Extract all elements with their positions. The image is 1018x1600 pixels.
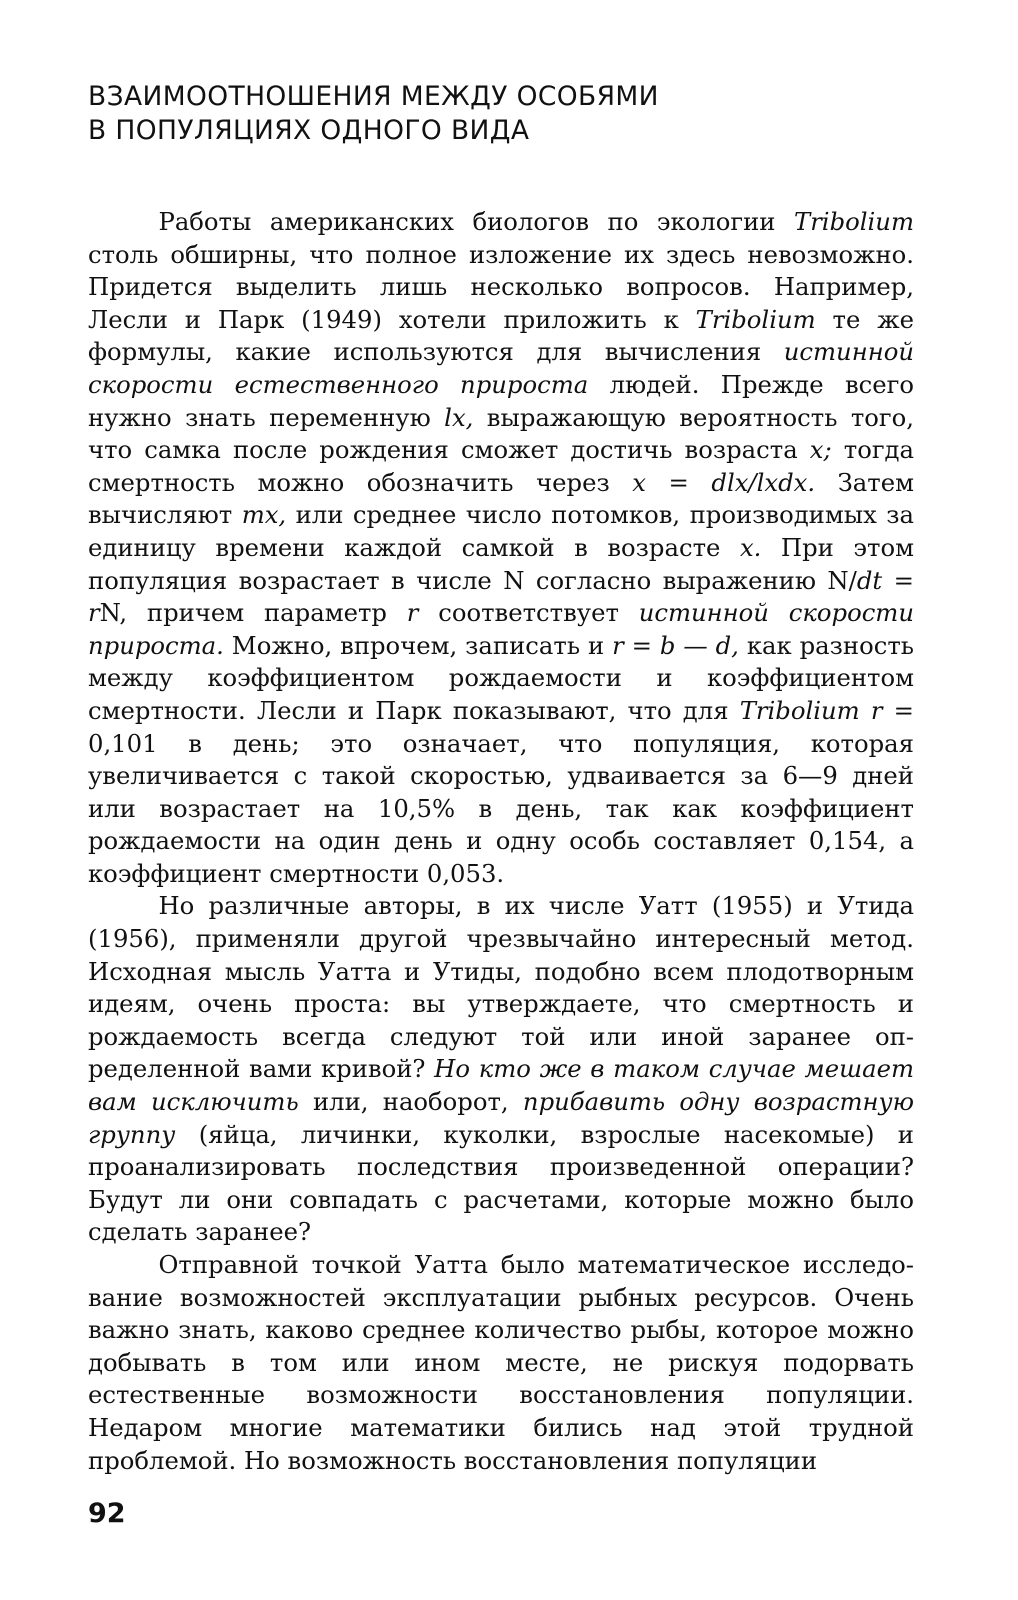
section-heading bbox=[88, 80, 914, 148]
italic-text: Tribolium bbox=[793, 207, 914, 236]
text-segment: Отправной точкой Уатта было математическое исследование возможностей эксплуатации рыбных ресурсов. Очень важно знать, каково среднее количество рыбы, которое можно добывать в том или ином месте, не рискуя подорвать естественные возможности восстановления популяции. Недаром многие математики бились над этой трудной проблемой. Но возможность восстановления популяции bbox=[88, 1250, 914, 1475]
paragraph bbox=[88, 206, 914, 890]
text-segment: или среднее число потомков, производимых за единицу времени каждой самкой в возрасте bbox=[88, 500, 914, 562]
italic-text: r = b — d, bbox=[612, 630, 739, 660]
text-segment: = 0,101 в день; это означает, что популяция, которая увеличивается с такой скоростью, удваивается за 6—9 дней или возрастает на 10,5% в день, так как коэффициент рождаемости на один день и одну особь составляет 0,154, а коэффициент смертности 0,053. bbox=[88, 695, 914, 888]
text-segment: Но различные авторы, в их числе Уатт (1955) и Утида (1956), применяли другой чрезвычайно интересный метод. Исходная мысль Уатта и Утиды, подобно всем плодотворным идеям, очень проста: вы утверждаете, что смертность и рождаемость всегда следуют той или иной заранее определенной вами кривой? bbox=[88, 891, 914, 1084]
paragraph bbox=[88, 1249, 914, 1477]
text-segment: N, причем параметр bbox=[99, 598, 407, 628]
italic-text: Но кто же в таком случае мешает вам исключить bbox=[88, 1054, 915, 1117]
italic-text: x; bbox=[809, 435, 832, 465]
text-segment: столь обширны, что полное изложение их здесь невозможно. Придется выделить лишь несколько вопросов. Например, Лесли и Парк (1949) хотели приложить к bbox=[88, 239, 914, 334]
italic-text: mx, bbox=[241, 500, 287, 530]
text-segment: как разность между коэффициентом рождаемости и коэффициентом смертности. Лесли и Парк показывают, что для bbox=[88, 630, 914, 725]
body-text bbox=[88, 206, 914, 1477]
italic-text: dt bbox=[856, 565, 883, 595]
text-segment: те же формулы, какие используются для вычисления bbox=[88, 304, 914, 367]
italic-text: Tribolium bbox=[695, 304, 816, 334]
italic-text: истинной скорости естественного прироста bbox=[88, 337, 914, 399]
text-segment: При этом популяция возрастает в числе N согласно выражению N/ bbox=[88, 532, 914, 595]
text-segment: Работы американских биологов по экологии bbox=[158, 207, 794, 236]
italic-text: x. bbox=[739, 532, 762, 562]
text-segment: (яйца, личинки, куколки, взрослые насекомые) и проанализировать последствия произведенной операции? Будут ли они совпадать с расчетами, которые можно было сделать заранее? bbox=[88, 1119, 914, 1247]
text-segment: тогда смертность можно обозначить через bbox=[88, 435, 914, 497]
text-segment: соответствует bbox=[418, 598, 639, 628]
text-segment: выражающую вероятность того, что самка после рождения сможет достичь возраста bbox=[88, 402, 914, 465]
heading-line-1: ВЗАИМООТНОШЕНИЯ МЕЖДУ ОСОБЯМИ bbox=[88, 81, 659, 112]
italic-text: r bbox=[88, 598, 100, 628]
italic-text: r bbox=[406, 598, 419, 628]
italic-text: lx, bbox=[444, 402, 474, 432]
heading-line-2: В ПОПУЛЯЦИЯХ ОДНОГО ВИДА bbox=[88, 115, 530, 146]
text-segment: = bbox=[882, 565, 914, 595]
italic-text: x = dlx/lxdx. bbox=[632, 467, 816, 497]
page-content bbox=[88, 80, 914, 1477]
text-segment: или, наоборот, bbox=[298, 1087, 523, 1117]
paragraph bbox=[88, 890, 914, 1249]
text-segment: Затем вычисляют bbox=[88, 467, 914, 530]
page-number: 92 bbox=[88, 1498, 126, 1529]
italic-text: прибавить одну возрастную группу bbox=[88, 1087, 914, 1149]
text-segment: людей. Прежде всего нужно знать переменную bbox=[88, 369, 914, 432]
italic-text: истинной скорости прироста. bbox=[88, 598, 914, 660]
italic-text: Tribolium r bbox=[739, 695, 883, 725]
text-segment: Можно, впрочем, записать и bbox=[223, 630, 613, 660]
